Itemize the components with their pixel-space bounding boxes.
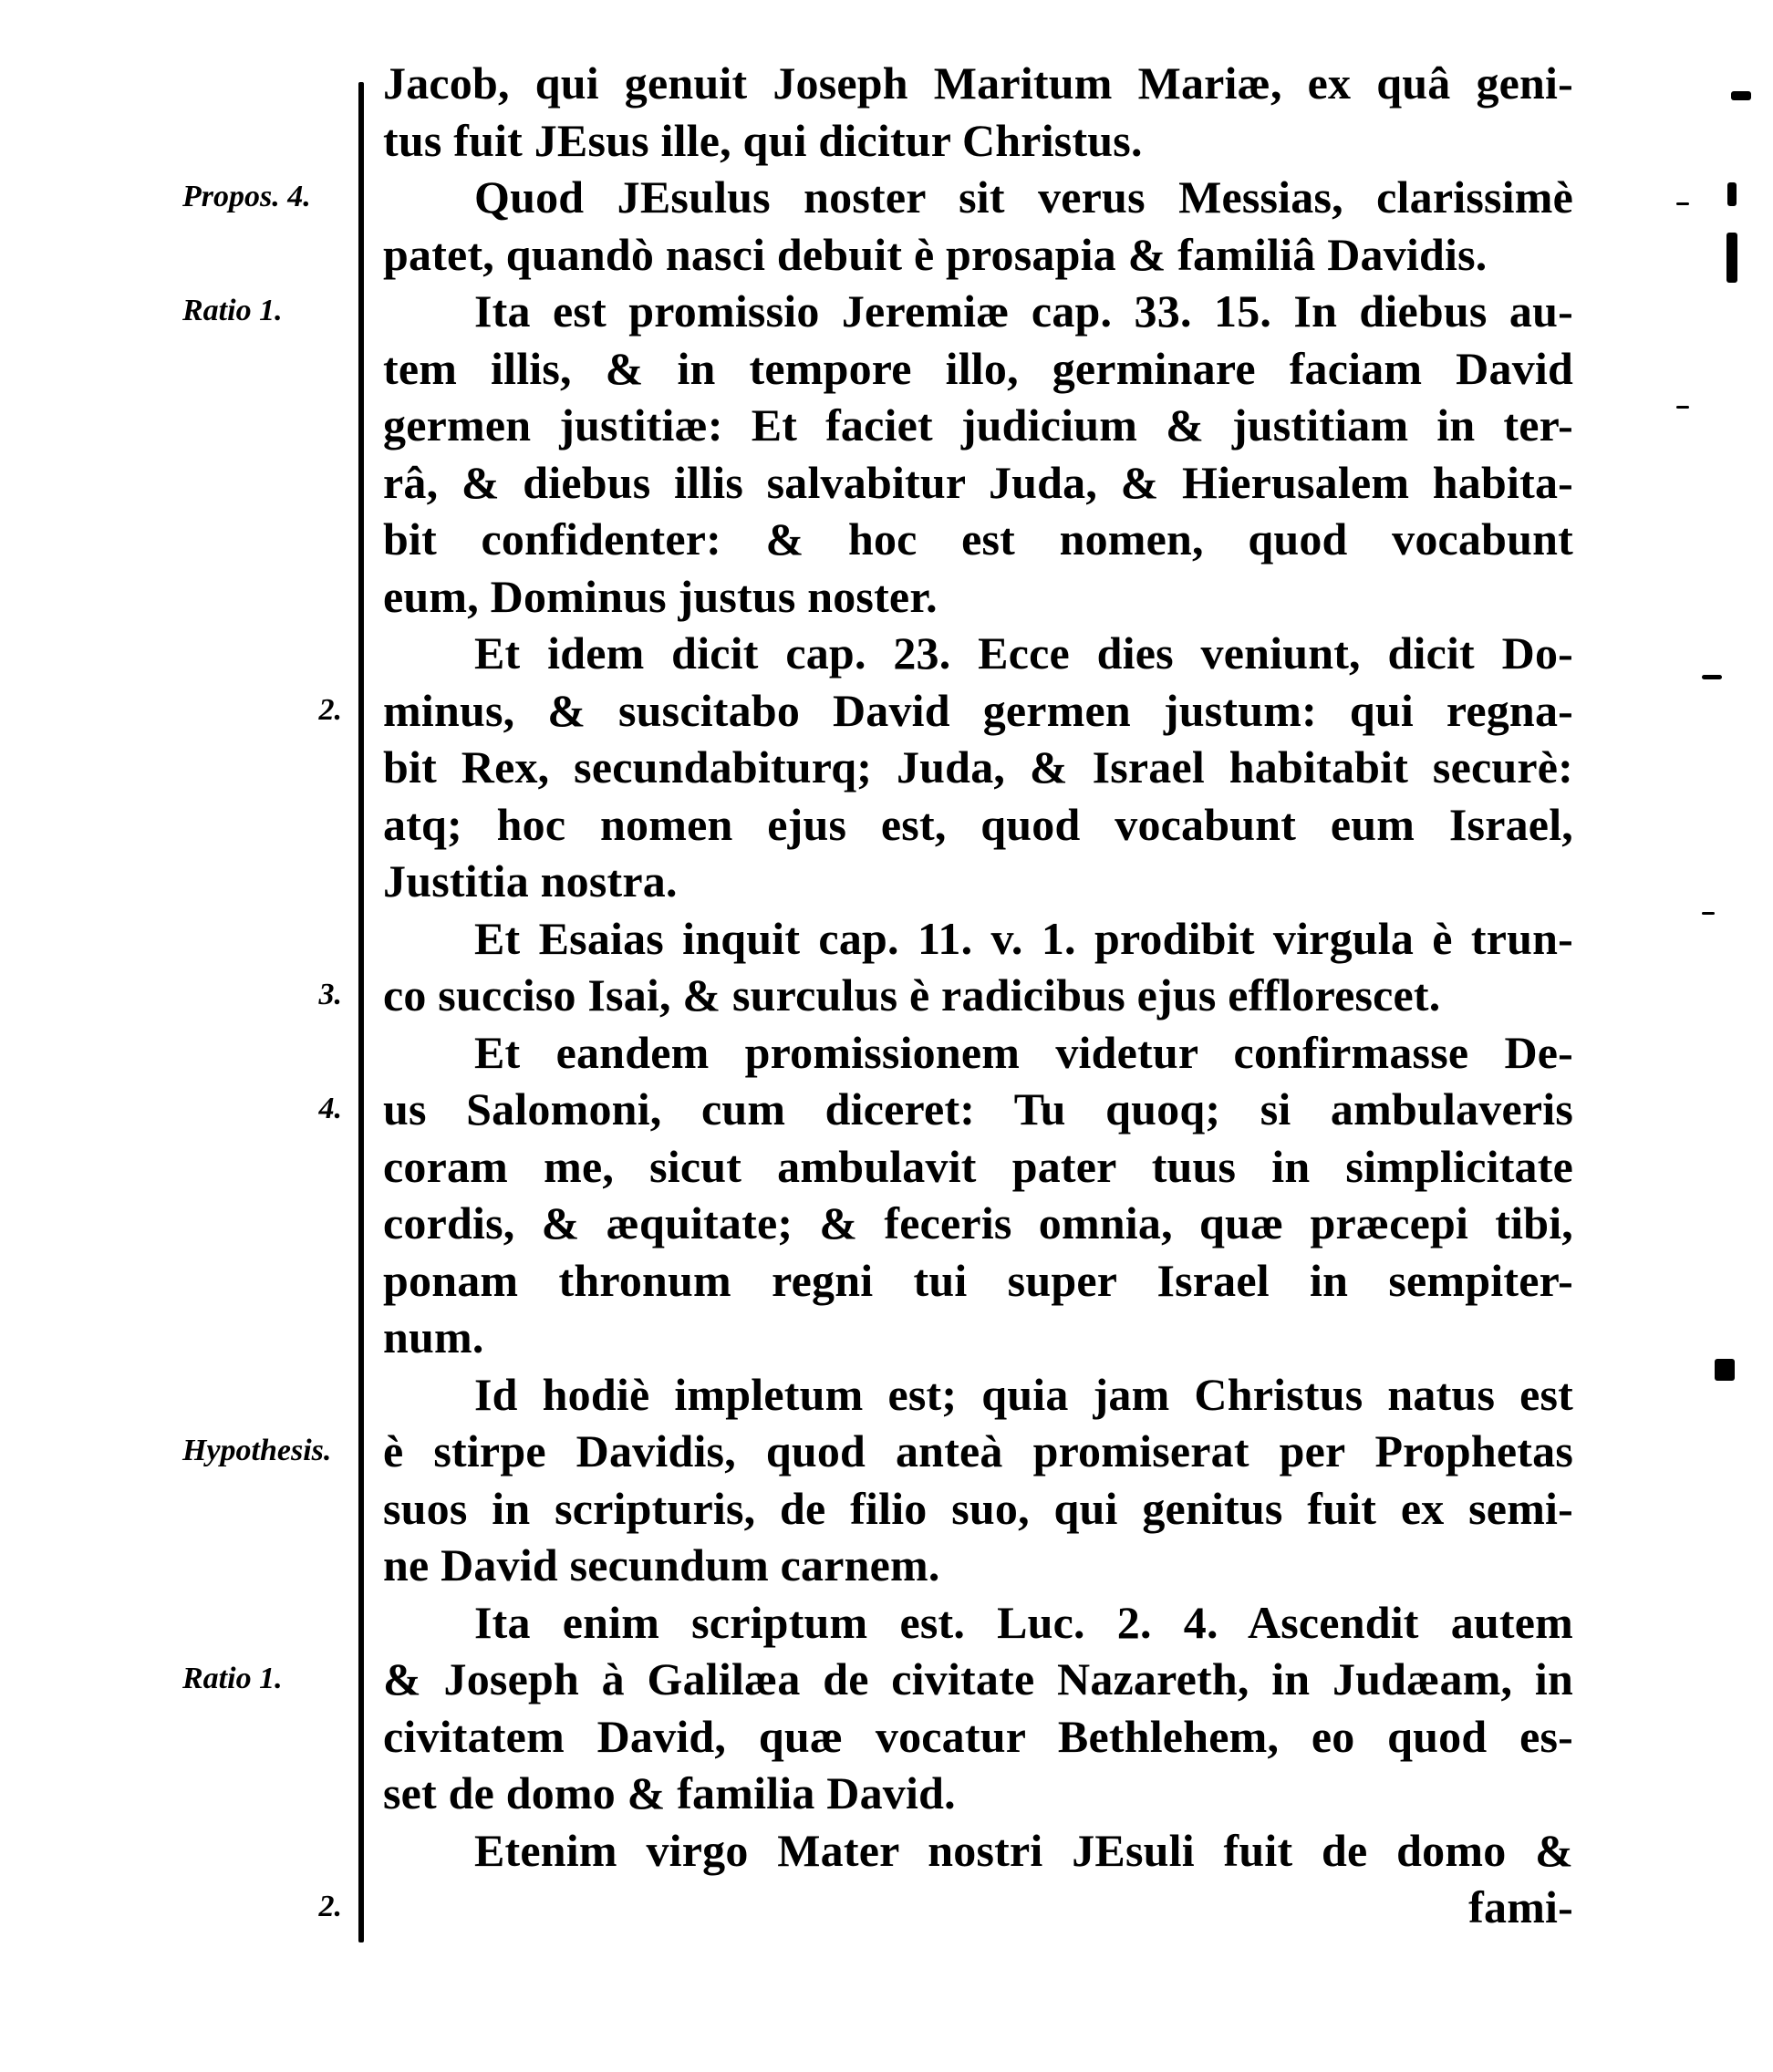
body-text-column [383, 55, 1573, 1936]
text-line: num. [383, 1311, 484, 1362]
text-line: minus, & suscitabo David germen justum: qui regna- [383, 684, 1573, 736]
text-line: è stirpe Davidis, quod anteà promiserat per Prophetas [383, 1425, 1573, 1476]
text-line: ponam thronum regni tui super Israel in sempiter- [383, 1254, 1573, 1306]
text-line: coram me, sicut ambulavit pater tuus in simplicitate [383, 1140, 1573, 1192]
text-line: Id hodiè impletum est; quia jam Christus natus est [474, 1368, 1573, 1420]
text-line: Ita enim scriptum est. Luc. 2. 4. Ascendit autem [474, 1596, 1573, 1648]
scan-speck [1726, 233, 1737, 283]
vertical-margin-rule [358, 82, 364, 1942]
text-line: Etenim virgo Mater nostri JEsuli fuit de domo & [474, 1824, 1573, 1876]
text-line: atq; hoc nomen ejus est, quod vocabunt eum Israel, [383, 798, 1573, 850]
text-line: Et idem dicit cap. 23. Ecce dies veniunt, dicit Do- [474, 627, 1573, 679]
text-line: Jacob, qui genuit Joseph Maritum Mariæ, ex quâ geni- [383, 57, 1573, 109]
text-line: Quod JEsulus noster sit verus Messias, clarissimè [474, 171, 1573, 223]
text-line: Justitia nostra. [383, 855, 678, 906]
margin-note: Propos. 4. [182, 180, 311, 213]
margin-note: Ratio 1. [182, 294, 283, 327]
text-line: cordis, & æquitate; & feceris omnia, quæ præcepi tibi, [383, 1197, 1573, 1248]
text-line: tus fuit JEsus ille, qui dicitur Christus. [383, 114, 1143, 166]
text-line: suos in scripturis, de filio suo, qui genitus fuit ex semi- [383, 1482, 1573, 1534]
text-line: co succiso Isai, & surculus è radicibus ejus efflorescet. [383, 969, 1441, 1020]
margin-note: Hypothesis. [182, 1434, 332, 1467]
catchword: fami- [1468, 1881, 1573, 1932]
scan-speck [1676, 406, 1689, 409]
text-line: ne David secundum carnem. [383, 1539, 940, 1590]
text-line: Ita est promissio Jeremiæ cap. 33. 15. In diebus au- [474, 285, 1573, 337]
margin-note: 3. [318, 978, 342, 1011]
scan-speck [1715, 1359, 1735, 1381]
text-line: & Joseph à Galilæa de civitate Nazareth, in Judæam, in [383, 1653, 1573, 1704]
scan-speck [1676, 202, 1689, 205]
scan-speck [1702, 675, 1722, 679]
text-line: us Salomoni, cum diceret: Tu quoq; si ambulaveris [383, 1083, 1573, 1134]
text-line: bit Rex, secundabiturq; Juda, & Israel habitabit securè: [383, 741, 1573, 793]
text-line: Et eandem promissionem videtur confirmasse De- [474, 1026, 1573, 1078]
text-line: set de domo & familia David. [383, 1767, 956, 1818]
text-line: germen justitiæ: Et faciet judicium & justitiam in ter- [383, 399, 1573, 451]
text-line: eum, Dominus justus noster. [383, 570, 938, 622]
text-line: patet, quandò nasci debuit è prosapia & familiâ Davidis. [383, 228, 1488, 280]
scan-speck [1731, 91, 1751, 100]
scan-speck [1727, 182, 1737, 206]
text-line: bit confidenter: & hoc est nomen, quod vocabunt [383, 513, 1573, 565]
margin-note: 4. [318, 1092, 342, 1125]
margin-note: Ratio 1. [182, 1662, 283, 1695]
text-line: tem illis, & in tempore illo, germinare faciam David [383, 342, 1573, 394]
text-line: Et Esaias inquit cap. 11. v. 1. prodibit virgula è trun- [474, 912, 1573, 964]
text-line: civitatem David, quæ vocatur Bethlehem, eo quod es- [383, 1710, 1573, 1762]
scan-speck [1702, 912, 1715, 915]
text-line: râ, & diebus illis salvabitur Juda, & Hierusalem habita- [383, 456, 1573, 508]
margin-note: 2. [318, 692, 342, 727]
margin-note: 2. [318, 1890, 342, 1923]
